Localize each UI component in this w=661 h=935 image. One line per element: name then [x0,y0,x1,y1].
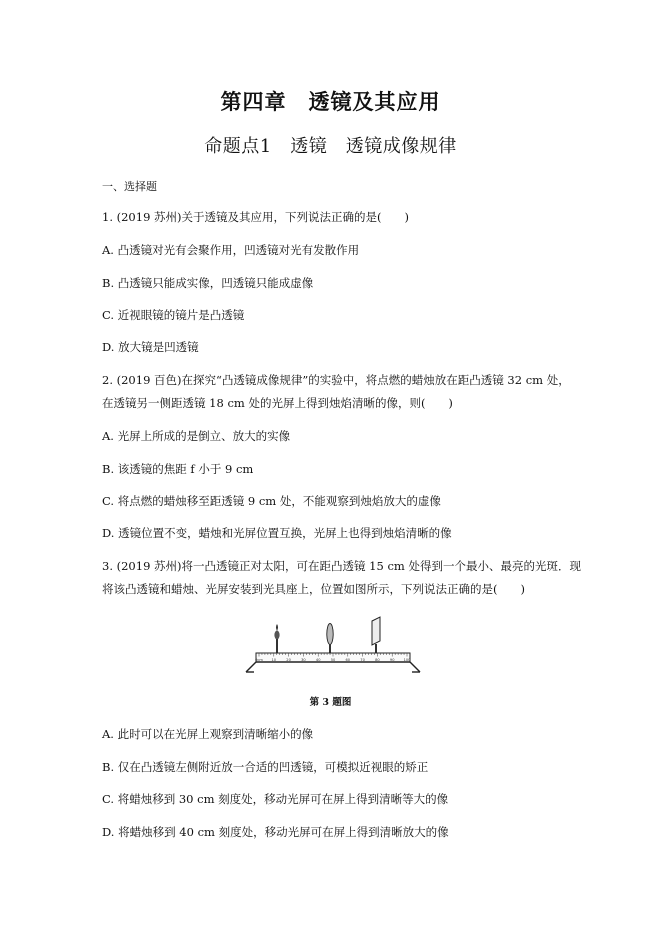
question-3-option-d: D. 将蜡烛移到 40 cm 刻度处，移动光屏可在屏上得到清晰放大的像 [102,825,449,839]
ruler-label: 100 [403,658,411,662]
ruler-label: 20 [286,658,291,662]
question-2-stem-line-1: 2. (2019 百色)在探究“凸透镜成像规律”的实验中，将点燃的蜡烛放在距凸透镜 32 cm 处， [102,373,570,387]
question-1-option-c: C. 近视眼镜的镜片是凸透镜 [102,308,245,322]
question-3-stem-line-1: 3. (2019 苏州)将一凸透镜正对太阳，可在距凸透镜 15 cm 处得到一个最小、最亮的光斑．现 [102,559,581,573]
question-1-option-b: B. 凸透镜只能成实像，凹透镜只能成虚像 [102,276,314,290]
question-2-option-a: A. 光屏上所成的是倒立、放大的实像 [102,429,291,443]
section-title: 命题点1 透镜 透镜成像规律 [204,136,457,157]
ruler-label: 60 [345,658,351,662]
question-3-option-c: C. 将蜡烛移到 30 cm 刻度处，移动光屏可在屏上得到清晰等大的像 [102,792,449,806]
question-3-option-b: B. 仅在凸透镜左侧附近放一合适的凹透镜，可模拟近视眼的矫正 [102,760,429,774]
ruler-label: 50 [330,658,336,662]
question-2-option-d: D. 透镜位置不变，蜡烛和光屏位置互换，光屏上也得到烛焰清晰的像 [102,526,452,540]
part-heading: 一、选择题 [102,180,157,193]
candle [274,624,279,653]
ruler-label: 0cm [255,658,263,662]
question-3-option-a: A. 此时可以在光屏上观察到清晰缩小的像 [102,727,314,741]
ruler-label: 90 [389,658,395,662]
optical-bench-figure [240,614,426,676]
ruler-label: 70 [360,658,365,662]
ruler-label: 30 [301,658,306,662]
convex-lens [327,624,333,654]
light-screen [372,617,380,653]
ruler-label: 80 [375,658,380,662]
question-1-stem: 1. (2019 苏州)关于透镜及其应用，下列说法正确的是( ) [102,210,409,224]
question-2-stem-line-2: 在透镜另一侧距透镜 18 cm 处的光屏上得到烛焰清晰的像，则( ) [102,396,453,410]
ruler-label: 40 [315,658,321,662]
question-3-stem-line-2: 将该凸透镜和蜡烛、光屏安装到光具座上，位置如图所示，下列说法正确的是( ) [102,582,525,596]
ruler-label: 10 [271,658,277,662]
question-1-option-a: A. 凸透镜对光有会聚作用，凹透镜对光有发散作用 [102,243,360,257]
chapter-title: 第四章 透镜及其应用 [220,89,441,114]
question-2-option-b: B. 该透镜的焦距 f 小于 9 cm [102,462,254,476]
figure-caption: 第 3 题图 [309,697,352,708]
question-2-option-c: C. 将点燃的蜡烛移至距透镜 9 cm 处，不能观察到烛焰放大的虚像 [102,494,441,508]
question-1-option-d: D. 放大镜是凹透镜 [102,340,199,354]
